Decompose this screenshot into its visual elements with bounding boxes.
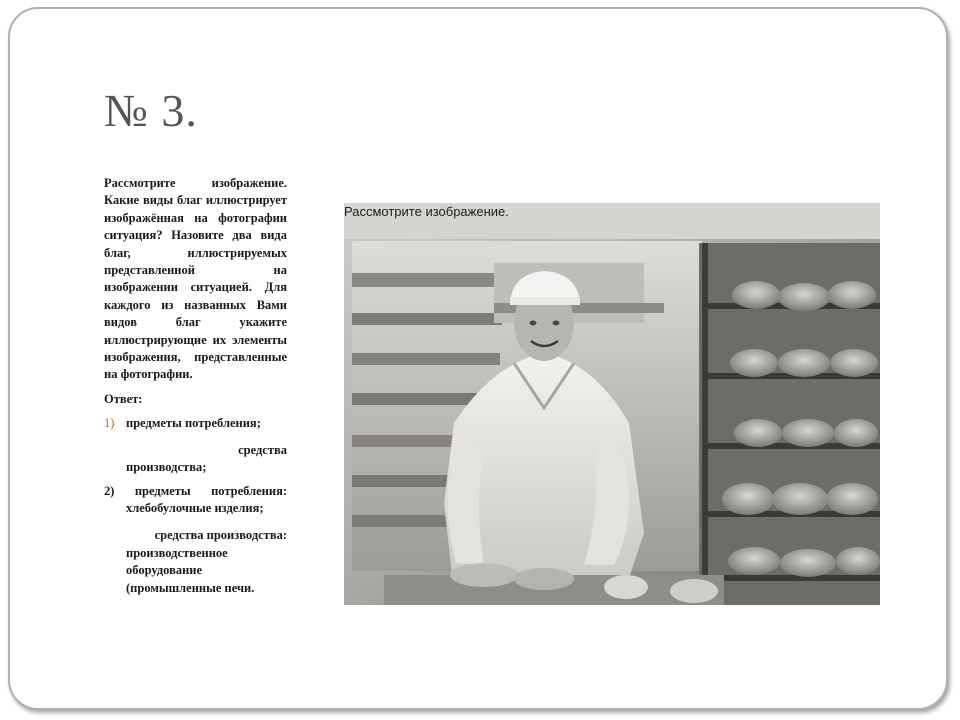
photo-caption: Рассмотрите изображение. [344, 204, 509, 219]
answer-item-2-means-b: производственное [126, 545, 228, 560]
answer-item-1-means-a: средства [238, 442, 287, 457]
answer-item-2-lead: 2) предметы потребления: [104, 483, 287, 498]
bakery-photo-illustration [344, 203, 880, 605]
answer-item-1-means-b: производства; [126, 460, 207, 475]
answer-item-2-means-c: оборудование [126, 563, 203, 578]
bakery-photo [344, 203, 880, 605]
answer-item-1-consumer: предметы потребления; [126, 416, 261, 431]
answer-item-1-number: 1) [104, 416, 115, 431]
slide-title: № 3. [104, 85, 198, 136]
answer-item-2-means [104, 527, 287, 597]
text-column [104, 175, 287, 597]
answer-item-2-consumer-detail: хлебобулочные изделия; [126, 500, 264, 515]
answer-item-2-means-a: средства производства: [154, 528, 287, 543]
answer-item-1 [104, 415, 287, 432]
answer-item-2-means-d: (промышленные печи. [126, 580, 255, 595]
answer-label: Ответ: [104, 391, 143, 406]
question-text: Рассмотрите изображение. Какие виды благ иллюстрирует изображённая на фотографии ситуация? Назовите два вида благ, иллюстрируемых представленной на изображении ситуацией. Для каждого из названных Вами видов благ укажите иллюстрирующие их элементы изображения, представленные на фотографии. [104, 176, 287, 382]
